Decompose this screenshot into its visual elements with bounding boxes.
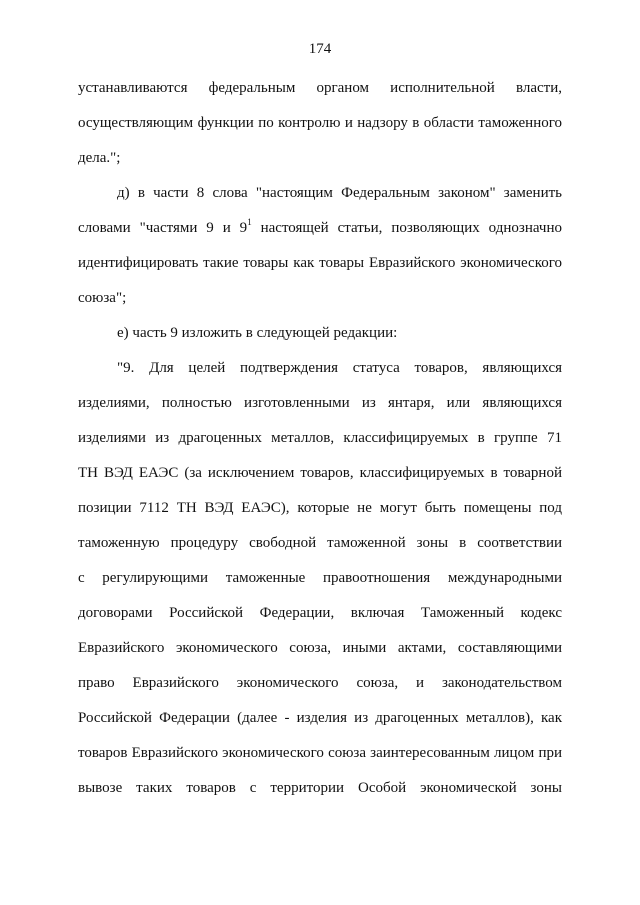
text-fragment: настоящей статьи, позволяющих однозначно [251,220,562,236]
text-line: дела."; [78,150,121,166]
text-line: осуществляющим функции по контролю и надзору в области таможенного [78,115,562,131]
text-line-with-superscript [78,218,562,238]
superscript: 1 [247,217,252,227]
text-line: идентифицировать такие товары как товары Евразийского экономического [78,255,562,271]
text-line: договорами Российской Федерации, включая Таможенный кодекс [78,605,562,621]
text-line: вывозе таких товаров с территории Особой экономической зоны [78,780,562,796]
text-line: позиции 7112 ТН ВЭД ЕАЭС), которые не могут быть помещены под [78,500,562,516]
text-line: с регулирующими таможенные правоотношения международными [78,570,562,586]
text-line: право Евразийского экономического союза, и законодательством [78,675,562,691]
text-fragment: словами "частями 9 и 9 [78,220,248,236]
text-line: ТН ВЭД ЕАЭС (за исключением товаров, классифицируемых в товарной [78,465,562,481]
paragraph-d-line: д) в части 8 слова "настоящим Федеральным законом" заменить [117,185,562,201]
text-line: изделиями, полностью изготовленными из янтаря, или являющихся [78,395,562,411]
text-line: изделиями из драгоценных металлов, классифицируемых в группе 71 [78,430,562,446]
text-line: Евразийского экономического союза, иными актами, составляющими [78,640,562,656]
page-number: 174 [308,41,332,57]
text-line: товаров Евразийского экономического союза заинтересованным лицом при [78,745,562,761]
text-line: устанавливаются федеральным органом исполнительной власти, [78,80,562,96]
text-line: союза"; [78,290,127,306]
text-line: Российской Федерации (далее - изделия из драгоценных металлов), как [78,710,562,726]
text-line: таможенную процедуру свободной таможенной зоны в соответствии [78,535,562,551]
paragraph-e-line: е) часть 9 изложить в следующей редакции: [117,325,398,341]
quoted-paragraph-line: "9. Для целей подтверждения статуса товаров, являющихся [117,360,562,376]
